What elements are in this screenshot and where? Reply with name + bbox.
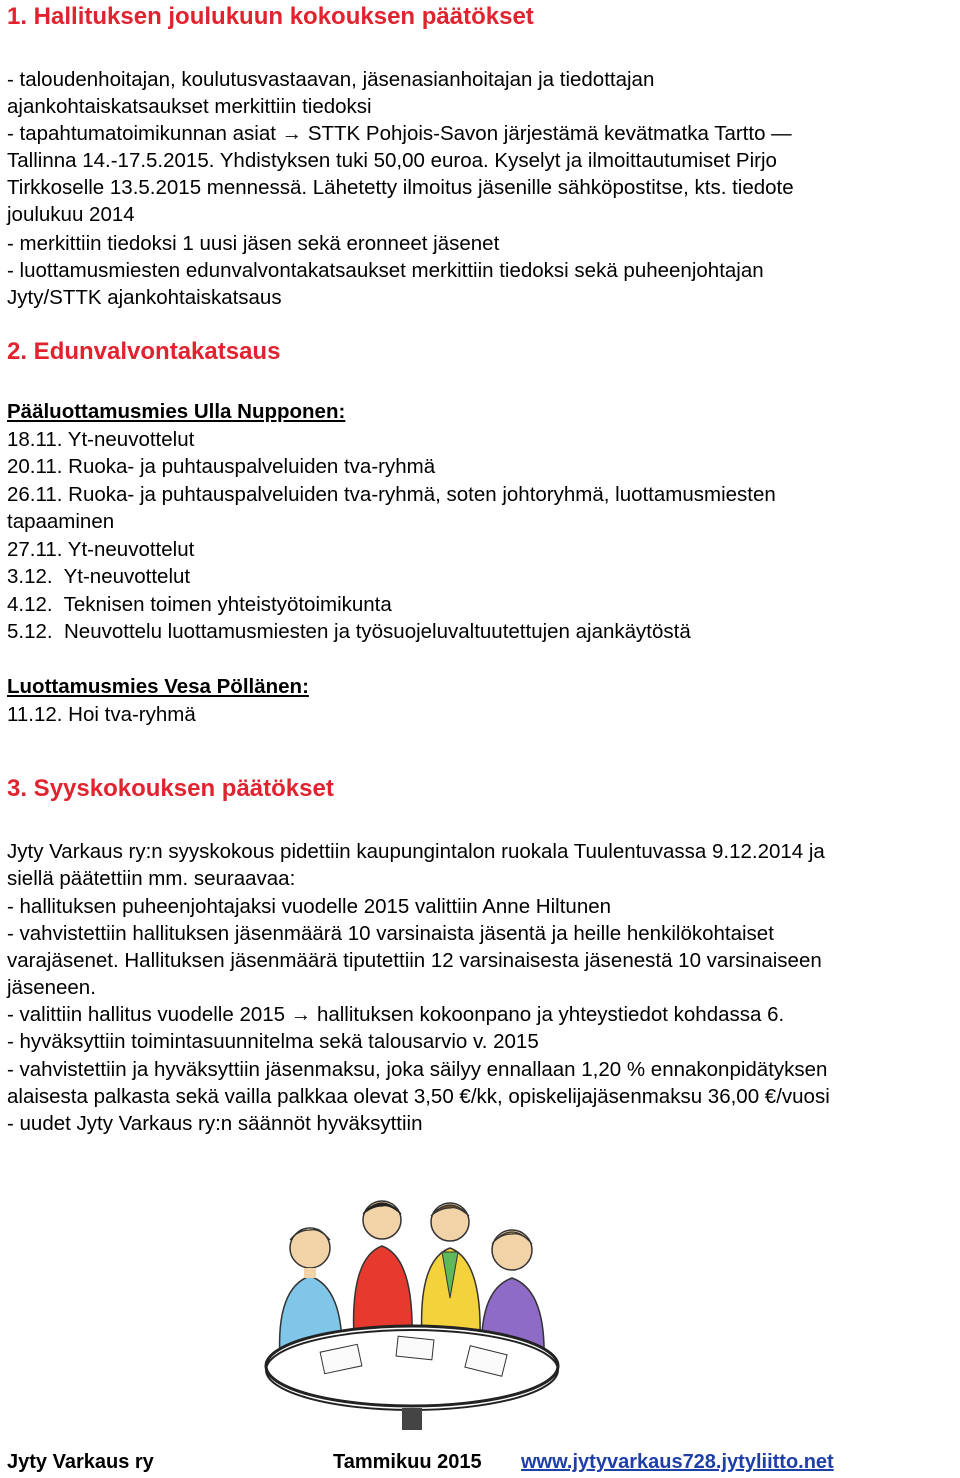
section-1-title: 1. Hallituksen joulukuun kokouksen päätökset [7,3,534,30]
list-item: 26.11. Ruoka- ja puhtauspalveluiden tva-ryhmä, soten johtoryhmä, luottamusmiesten [7,483,776,506]
section-1-line: - taloudenhoitajan, koulutusvastaavan, jäsenasianhoitajan ja tiedottajan [7,68,655,91]
meeting-illustration [262,1188,562,1434]
section-3-line: - vahvistettiin ja hyväksyttiin jäsenmaksu, joka säilyy ennallaan 1,20 % ennakonpidätyksen [7,1058,828,1081]
section-1-line: - merkittiin tiedoksi 1 uusi jäsen sekä eronneet jäsenet [7,232,500,255]
section-1-line: joulukuu 2014 [7,203,135,226]
section-1-line: - tapahtumatoimikunnan asiat → STTK Pohjois-Savon järjestämä kevätmatka Tartto — [7,122,792,145]
footer-website-link[interactable]: www.jytyvarkaus728.jytyliitto.net [521,1451,834,1473]
section-3-line: - hyväksyttiin toimintasuunnitelma sekä talousarvio v. 2015 [7,1030,539,1053]
section-1-line: Jyty/STTK ajankohtaiskatsaus [7,286,282,309]
section-1-line: ajankohtaiskatsaukset merkittiin tiedoksi [7,95,372,118]
footer-date: Tammikuu 2015 [333,1451,482,1473]
section-3-line: siellä päätettiin mm. seuraavaa: [7,867,296,890]
section-3-line: - valittiin hallitus vuodelle 2015 → hallituksen kokoonpano ja yhteystiedot kohdassa 6. [7,1003,785,1026]
list-item: 5.12. Neuvottelu luottamusmiesten ja työsuojeluvaltuutettujen ajankäytöstä [7,620,691,643]
section-3-line: - vahvistettiin hallituksen jäsenmäärä 10 varsinaista jäsentä ja heille henkilökohtaiset [7,922,774,945]
section-3-line: alaisesta palkasta sekä vailla palkkaa olevat 3,50 €/kk, opiskelijajäsenmaksu 36,00 €/vuosi [7,1085,830,1108]
section-3-line: varajäsenet. Hallituksen jäsenmäärä tiputettiin 12 varsinaisesta jäsenestä 10 varsinaiseen [7,949,822,972]
section-2-title: 2. Edunvalvontakatsaus [7,338,281,365]
steward-heading: Luottamusmies Vesa Pöllänen: [7,675,309,698]
section-3-title: 3. Syyskokouksen päätökset [7,775,334,802]
person-icon [354,1201,413,1338]
section-3-line: Jyty Varkaus ry:n syyskokous pidettiin kaupungintalon ruokala Tuulentuvassa 9.12.2014 ja [7,840,825,863]
section-1-line: Tirkkoselle 13.5.2015 mennessä. Lähetetty ilmoitus jäsenille sähköpostitse, kts. tiedote [7,176,794,199]
list-item: 11.12. Hoi tva-ryhmä [7,703,196,726]
list-item: 27.11. Yt-neuvottelut [7,538,195,561]
list-item: 4.12. Teknisen toimen yhteistyötoimikunta [7,593,392,616]
list-item: 20.11. Ruoka- ja puhtauspalveluiden tva-ryhmä [7,455,436,478]
section-1-line: Tallinna 14.-17.5.2015. Yhdistyksen tuki 50,00 euroa. Kyselyt ja ilmoittautumiset Pirjo [7,149,777,172]
list-item: 18.11. Yt-neuvottelut [7,428,195,451]
section-3-line: - hallituksen puheenjohtajaksi vuodelle 2015 valittiin Anne Hiltunen [7,895,612,918]
footer-organization: Jyty Varkaus ry [7,1451,154,1473]
section-3-line: jäseneen. [7,976,96,999]
page-footer [7,1448,960,1476]
list-item: tapaaminen [7,510,115,533]
list-item: 3.12. Yt-neuvottelut [7,565,191,588]
section-1-line: - luottamusmiesten edunvalvontakatsaukset merkittiin tiedoksi sekä puheenjohtajan [7,259,764,282]
chief-steward-heading: Pääluottamusmies Ulla Nupponen: [7,400,346,423]
person-icon [422,1203,481,1338]
section-3-line: - uudet Jyty Varkaus ry:n säännöt hyväksyttiin [7,1112,423,1135]
